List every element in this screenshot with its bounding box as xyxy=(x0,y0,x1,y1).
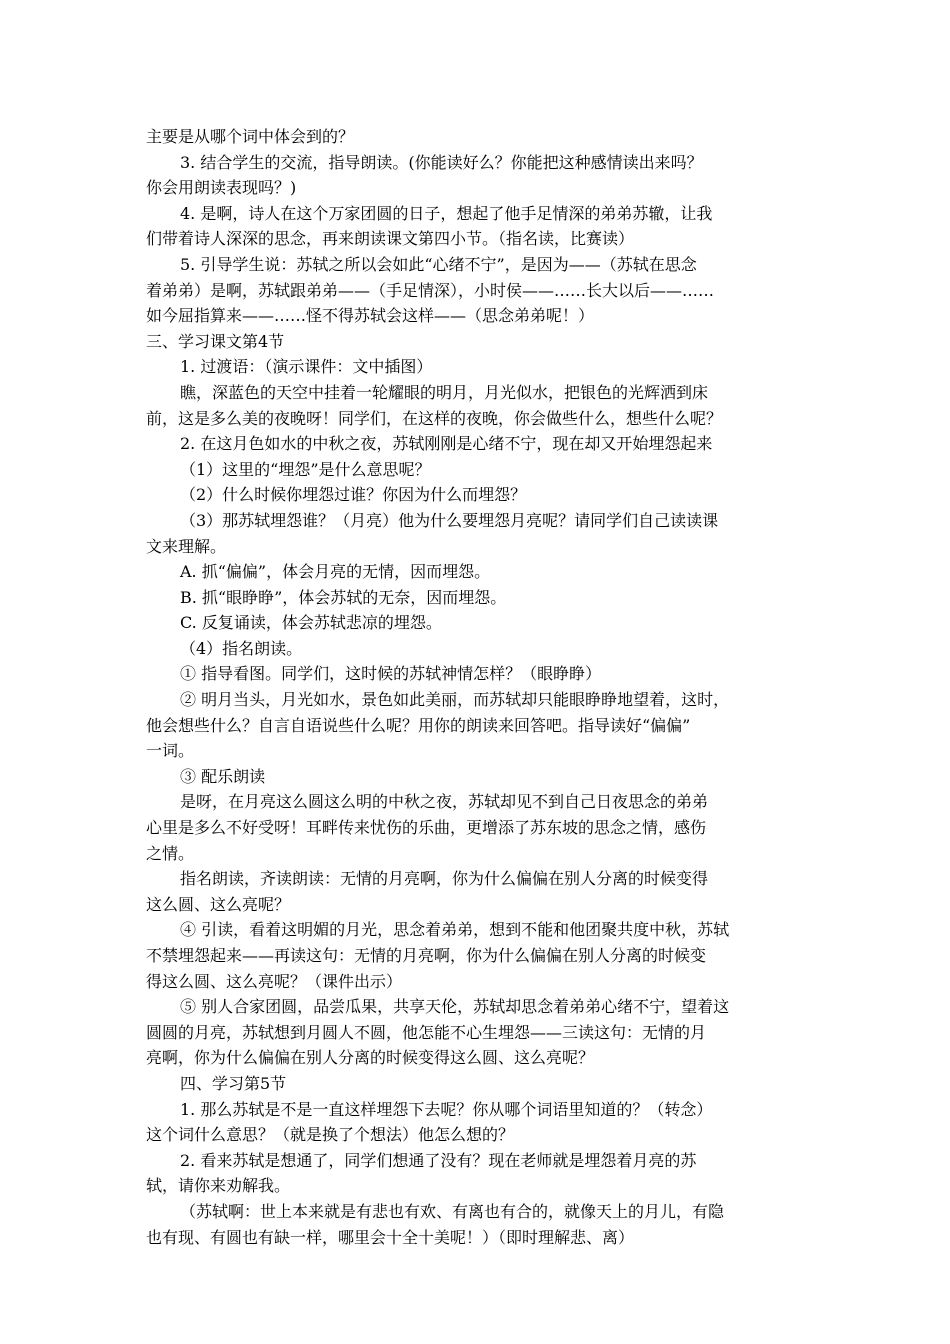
text-line: 2. 看来苏轼是想通了，同学们想通了没有？现在老师就是埋怨着月亮的苏 xyxy=(180,1150,697,1170)
text-line: 3. 结合学生的交流，指导朗读。(你能读好么？你能把这种感情读出来吗？ xyxy=(180,152,703,172)
text-line: 如今屈指算来——……怪不得苏轼会这样——（思念弟弟呢！） xyxy=(146,306,595,326)
text-line: ③ 配乐朗读 xyxy=(180,766,266,786)
text-line: ② 明月当头，月光如水，景色如此美丽，而苏轼却只能眼睁睁地望着，这时， xyxy=(180,690,730,710)
text-line: 你会用朗读表现吗？) xyxy=(146,178,297,198)
text-line: 前，这是多么美的夜晚呀！同学们，在这样的夜晚，你会做些什么，想些什么呢？ xyxy=(146,408,723,428)
text-line: 亮啊，你为什么偏偏在别人分离的时候变得这么圆、这么亮呢？ xyxy=(146,1048,595,1068)
text-line: 得这么圆、这么亮呢？（课件出示） xyxy=(146,971,403,991)
text-line: ④ 引读，看着这明媚的月光，思念着弟弟，想到不能和他团聚共度中秋，苏轼 xyxy=(180,920,730,940)
document-body xyxy=(146,124,810,1250)
text-line: 这么圆、这么亮呢？ xyxy=(146,894,291,914)
text-line: 1. 那么苏轼是不是一直这样埋怨下去呢？你从哪个词语里知道的？（转念） xyxy=(180,1099,713,1119)
text-line: （2）什么时候你埋怨过谁？你因为什么而埋怨？ xyxy=(180,485,527,505)
text-line: 也有现、有圆也有缺一样，哪里会十全十美呢！）（即时理解悲、离） xyxy=(146,1227,635,1247)
text-line: （4）指名朗读。 xyxy=(180,638,303,658)
text-line: 5. 引导学生说：苏轼之所以会如此“心绪不宁”，是因为——（苏轼在思念 xyxy=(180,254,697,274)
text-line: 轼，请你来劝解我。 xyxy=(146,1176,291,1196)
text-line: （3）那苏轼埋怨谁？（月亮）他为什么要埋怨月亮呢？请同学们自己读读课 xyxy=(180,510,719,530)
text-line: 文来理解。 xyxy=(146,536,227,556)
text-line: 2. 在这月色如水的中秋之夜，苏轼刚刚是心绪不宁，现在却又开始埋怨起来 xyxy=(180,434,713,454)
text-line: ① 指导看图。同学们，这时候的苏轼神情怎样？（眼睁睁） xyxy=(180,664,602,684)
text-line: （苏轼啊：世上本来就是有悲也有欢、有离也有合的，就像天上的月儿，有隐 xyxy=(180,1201,725,1221)
text-line: 指名朗读，齐读朗读：无情的月亮啊，你为什么偏偏在别人分离的时候变得 xyxy=(180,869,709,889)
text-line: 心里是多么不好受呀！耳畔传来忧伤的乐曲，更增添了苏东坡的思念之情，感伤 xyxy=(146,818,707,838)
text-line: B. 抓“眼睁睁”，体会苏轼的无奈，因而埋怨。 xyxy=(180,587,507,607)
text-line: 们带着诗人深深的思念，再来朗读课文第四小节。（指名读，比赛读） xyxy=(146,229,635,249)
text-line: 这个词什么意思？（就是换了个想法）他怎么想的？ xyxy=(146,1125,515,1145)
text-line: 之情。 xyxy=(146,843,195,863)
text-line: 圆圆的月亮，苏轼想到月圆人不圆，他怎能不心生埋怨——三读这句：无情的月 xyxy=(146,1022,707,1042)
text-line: 主要是从哪个词中体会到的？ xyxy=(146,127,355,146)
text-line: ⑤ 别人合家团圆，品尝瓜果，共享天伦，苏轼却思念着弟弟心绪不宁，望着这 xyxy=(180,997,730,1017)
text-line: 一词。 xyxy=(146,741,195,761)
text-line: 1. 过渡语：（演示课件：文中插图） xyxy=(180,357,433,377)
text-line: （1）这里的“埋怨”是什么意思呢？ xyxy=(180,459,431,479)
text-line: 三、学习课文第4节 xyxy=(146,331,285,351)
text-line: 着弟弟）是啊，苏轼跟弟弟——（手足情深），小时侯——……长大以后——…… xyxy=(146,280,715,300)
text-line: 不禁埋怨起来——再读这句：无情的月亮啊，你为什么偏偏在别人分离的时候变 xyxy=(146,946,707,965)
text-line: 他会想些什么？自言自语说些什么呢？用你的朗读来回答吧。指导读好“偏偏” xyxy=(146,715,691,735)
text-line: 四、学习第5节 xyxy=(180,1073,287,1093)
text-line: A. 抓“偏偏”，体会月亮的无情，因而埋怨。 xyxy=(180,562,491,582)
text-line: 4. 是啊，诗人在这个万家团圆的日子，想起了他手足情深的弟弟苏辙，让我 xyxy=(180,203,713,223)
text-line: 是呀，在月亮这么圆这么明的中秋之夜，苏轼却见不到自己日夜思念的弟弟 xyxy=(180,792,709,812)
text-line: C. 反复诵读，体会苏轼悲凉的埋怨。 xyxy=(180,613,442,633)
text-line: 瞧，深蓝色的天空中挂着一轮耀眼的明月，月光似水，把银色的光辉洒到床 xyxy=(180,382,709,402)
